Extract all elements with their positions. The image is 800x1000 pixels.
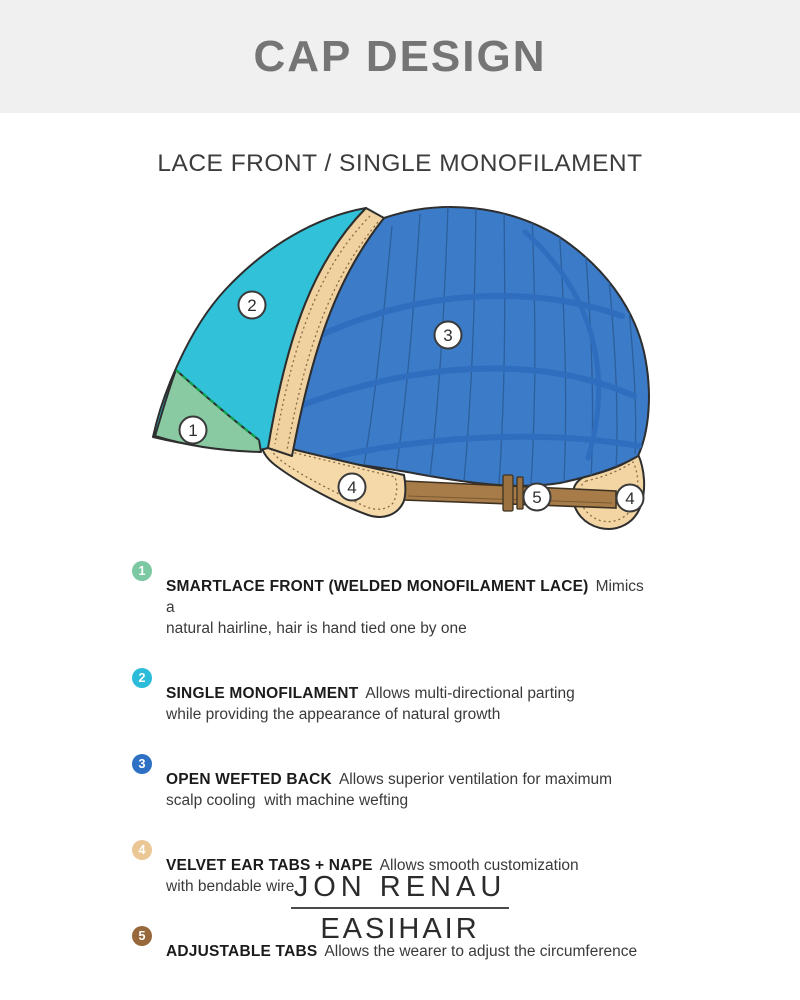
legend-desc-1b: natural hairline, hair is hand tied one by one [166,619,467,637]
cap-style-subtitle: LACE FRONT / SINGLE MONOFILAMENT [157,150,643,177]
legend-bullet-3: 3 [132,754,152,774]
callout-adjustable-tab [524,484,551,511]
svg-text:1: 1 [188,420,198,440]
svg-text:2: 2 [247,295,257,315]
legend-title-4: VELVET EAR TABS + NAPE [166,856,373,874]
svg-text:4: 4 [625,488,635,508]
legend-bullet-2: 2 [132,668,152,688]
legend-desc-2b: while providing the appearance of natural growth [166,705,501,723]
legend-item-single-monofilament [132,667,652,740]
legend-title-5: ADJUSTABLE TABS [166,942,318,960]
callout-single-monofilament [239,292,266,319]
legend-title-2: SINGLE MONOFILAMENT [166,684,359,702]
callout-velvet-ear-tab [339,474,366,501]
strap-buckle [503,475,523,511]
legend-title-3: OPEN WEFTED BACK [166,770,332,788]
legend-desc-2a: Allows multi-directional parting [365,684,575,702]
legend-desc-3b: scalp cooling with machine wefting [166,791,409,809]
callout-open-wefted-back [435,322,462,349]
wig-cap-svg [140,190,670,545]
brand-name-top: JON RENAU [293,871,507,903]
svg-text:5: 5 [532,487,542,507]
legend-title-1: SMARTLACE FRONT (WELDED MONOFILAMENT LACE) [166,577,589,595]
callout-velvet-nape [617,485,644,512]
legend-desc-4a: Allows smooth customization [379,856,579,874]
legend-desc-1a: Mimics a [166,577,649,616]
legend-entry-3 [166,769,648,811]
legend-item-open-wefted-back [132,753,652,826]
legend-entry-2 [166,683,648,725]
header-bar [0,0,800,113]
legend-desc-5a: Allows the wearer to adjust the circumference [324,942,638,960]
wig-cap-diagram [140,190,670,545]
legend-item-smartlace-front [132,560,652,654]
legend-entry-1 [166,576,648,639]
legend-desc-3a: Allows superior ventilation for maximum [338,770,613,788]
legend-bullet-1: 1 [132,561,152,581]
page-title: CAP DESIGN [253,31,547,81]
svg-text:4: 4 [347,477,357,497]
legend-bullet-4: 4 [132,840,152,860]
legend-desc-4b: with bendable wire [166,877,295,895]
brand-logo [0,871,800,946]
svg-text:3: 3 [443,325,453,345]
callout-smartlace-front [180,417,207,444]
brand-name-bottom: EASIHAIR [320,913,480,945]
legend-bullet-5: 5 [132,926,152,946]
brand-divider [291,907,509,909]
